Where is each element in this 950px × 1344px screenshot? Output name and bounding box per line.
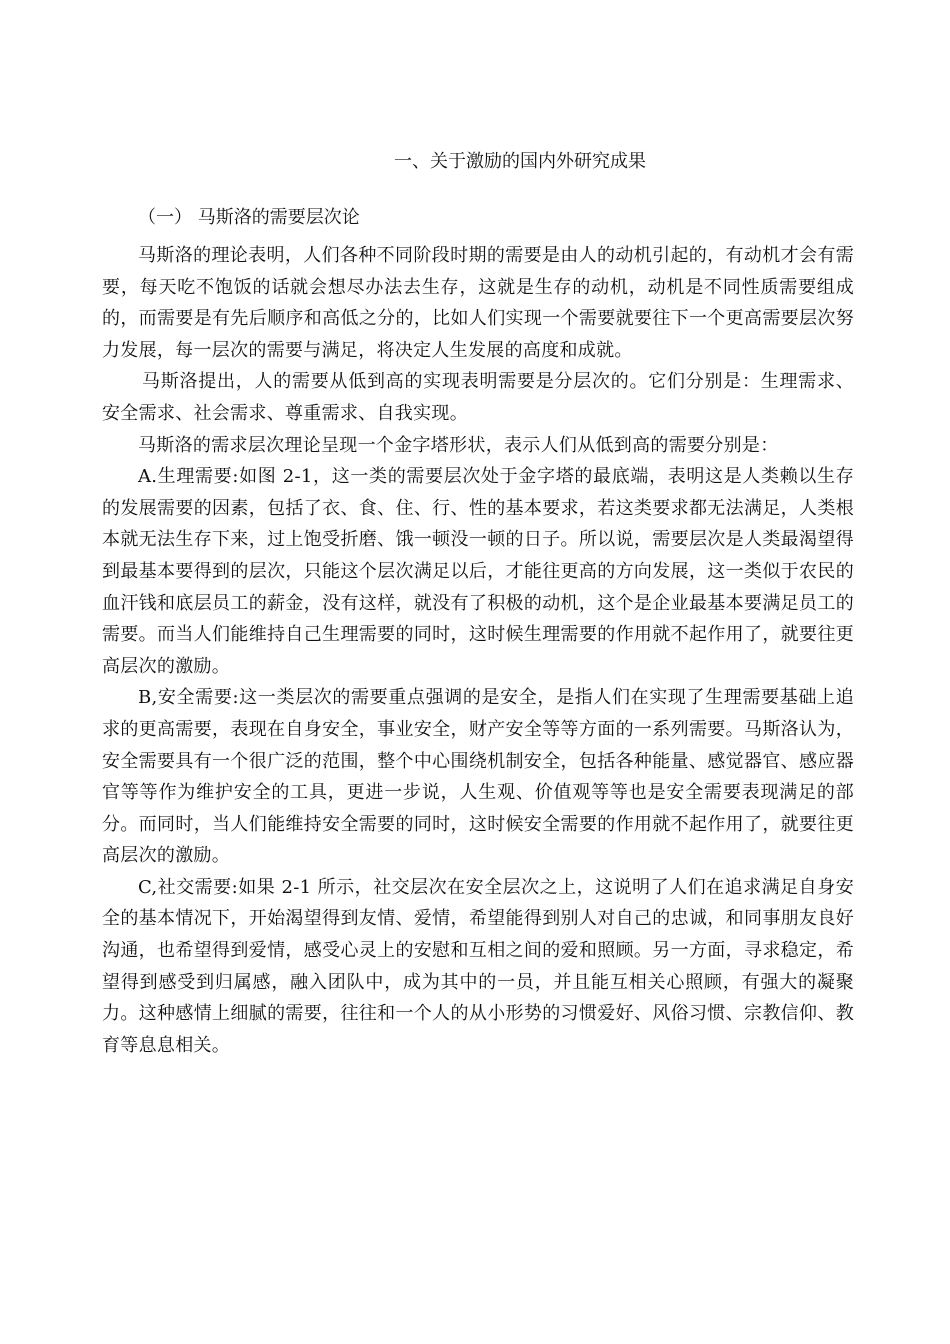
paragraph-levels: 马斯洛提出，人的需要从低到高的实现表明需要是分层次的。它们分别是：生理需求、安全需求、社会需求、尊重需求、自我实现。 bbox=[102, 371, 854, 424]
body-text bbox=[102, 240, 854, 1061]
section-heading: （一） 马斯洛的需要层次论 bbox=[138, 207, 360, 228]
page-title: 一、关于激励的国内外研究成果 bbox=[394, 151, 646, 172]
paragraph-intro: 马斯洛的理论表明，人们各种不同阶段时期的需要是由人的动机引起的，有动机才会有需要，每天吃不饱饭的话就会想尽办法去生存，这就是生存的动机，动机是不同性质需要组成的，而需要是有先后顺序和高低之分的，比如人们实现一个需要就要往下一个更高需要层次努力发展，每一层次的需要与满足，将决定人生发展的高度和成就。 bbox=[102, 245, 854, 361]
paragraph-pyramid: 马斯洛的需求层次理论呈现一个金字塔形状，表示人们从低到高的需要分别是： bbox=[138, 434, 779, 456]
paragraph-social: C,社交需要:如果 2-1 所示，社交层次在安全层次之上，这说明了人们在追求满足自身安全的基本情况下，开始渴望得到友情、爱情，希望能得到别人对自己的忠诚，和同事朋友良好沟通，也希望得到爱情，感受心灵上的安慰和互相之间的爱和照顾。另一方面，寻求稳定，希望得到感受到归属感，融入团队中，成为其中的一员，并且能互相关心照顾，有强大的凝聚力。这种感情上细腻的需要，往往和一个人的从小形势的习惯爱好、风俗习惯、宗教信仰、教育等息息相关。 bbox=[102, 876, 854, 1056]
paragraph-safety: B,安全需要:这一类层次的需要重点强调的是安全，是指人们在实现了生理需要基础上追求的更高需要，表现在自身安全，事业安全，财产安全等等方面的一系列需要。马斯洛认为，安全需要具有一个很广泛的范围，整个中心围绕机制安全，包括各种能量、感觉器官、感应器官等等作为维护安全的工具，更进一步说，人生观、价值观等等也是安全需要表现满足的部分。而同时，当人们能维持安全需要的同时，这时候安全需要的作用就不起作用了，就要往更高层次的激励。 bbox=[102, 687, 854, 867]
paragraph-physiological: A.生理需要:如图 2-1，这一类的需要层次处于金字塔的最底端，表明这是人类赖以生存的发展需要的因素，包括了衣、食、住、行、性的基本要求，若这类要求都无法满足，人类根本就无法生存下来，过上饱受折磨、饿一顿没一顿的日子。所以说，需要层次是人类最渴望得到最基本要得到的层次，只能这个层次满足以后，才能往更高的方向发展，这一类似于农民的血汗钱和底层员工的薪金，没有这样，就没有了积极的动机，这个是企业最基本要满足员工的需要。而当人们能维持自己生理需要的同时，这时候生理需要的作用就不起作用了，就要往更高层次的激励。 bbox=[102, 466, 854, 677]
